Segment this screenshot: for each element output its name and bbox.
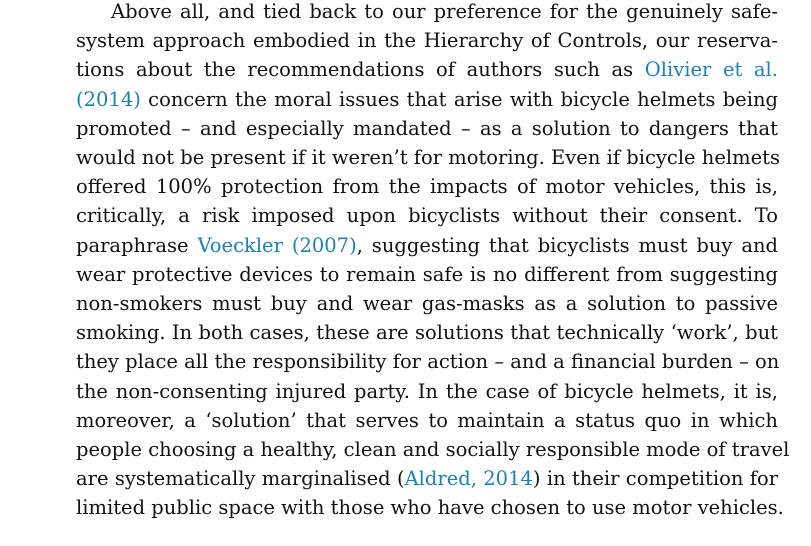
text-segment: ) in their competition for: [532, 467, 779, 491]
text-segment: are systematically marginalised (: [76, 467, 405, 491]
text-segment: people choosing a healthy, clean and socially responsible mode of travel: [76, 438, 790, 461]
paragraph-line: [76, 29, 778, 58]
paragraph-line: [76, 204, 778, 233]
paragraph-line: [76, 146, 778, 175]
text-segment: would not be present if it weren’t for motoring. Even if bicycle helmets: [76, 146, 780, 169]
text-segment: concern the moral issues that arise with bicycle helmets being: [140, 87, 778, 111]
text-segment: tions about the recommendations of authors such as: [76, 58, 645, 82]
citation-link[interactable]: Olivier et al.: [644, 58, 778, 82]
paragraph-line: [76, 496, 784, 525]
paragraph-line: [111, 0, 778, 29]
paragraph-line: [76, 175, 778, 204]
paragraph-line: [76, 438, 790, 467]
paragraph-line: [76, 263, 778, 292]
citation-link[interactable]: (2014): [76, 87, 141, 111]
paragraph-line: [76, 58, 778, 87]
text-segment: moreover, a ‘solution’ that serves to maintain a status quo in which: [76, 408, 778, 432]
paragraph-line: [76, 117, 778, 146]
text-segment: the non-consenting injured party. In the case of bicycle helmets, it is,: [76, 379, 778, 403]
paragraph-line: [76, 380, 778, 409]
citation-link[interactable]: Aldred, 2014: [404, 467, 533, 491]
paragraph-line: [76, 409, 778, 438]
text-segment: paraphrase: [76, 233, 198, 257]
text-segment: offered 100% protection from the impacts of motor vehicles, this is,: [76, 175, 778, 199]
paragraph-line: [76, 292, 778, 321]
text-segment: they place all the responsibility for action – and a financial burden – on: [76, 350, 780, 374]
paragraph-line: [76, 88, 778, 117]
paragraph-line: [76, 467, 778, 496]
text-segment: Above all, and tied back to our preference for the genuinely safe-: [111, 0, 778, 23]
paragraph-line: [76, 321, 778, 350]
text-segment: system approach embodied in the Hierarchy of Controls, our reserva-: [76, 29, 778, 53]
paragraph-line: [76, 350, 778, 379]
text-segment: critically, a risk imposed upon bicyclists without their consent. To: [76, 204, 778, 228]
text-segment: smoking. In both cases, these are solutions that technically ‘work’, but: [76, 321, 778, 345]
citation-link[interactable]: Voeckler (2007): [197, 233, 357, 257]
text-segment: , suggesting that bicyclists must buy and: [356, 233, 778, 257]
text-segment: wear protective devices to remain safe is no different from suggesting: [76, 262, 778, 286]
paragraph-line: [76, 234, 778, 263]
text-segment: non-smokers must buy and wear gas-masks as a solution to passive: [76, 292, 778, 315]
text-segment: promoted – and especially mandated – as a solution to dangers that: [76, 116, 778, 140]
text-segment: limited public space with those who have chosen to use motor vehicles.: [76, 496, 784, 520]
